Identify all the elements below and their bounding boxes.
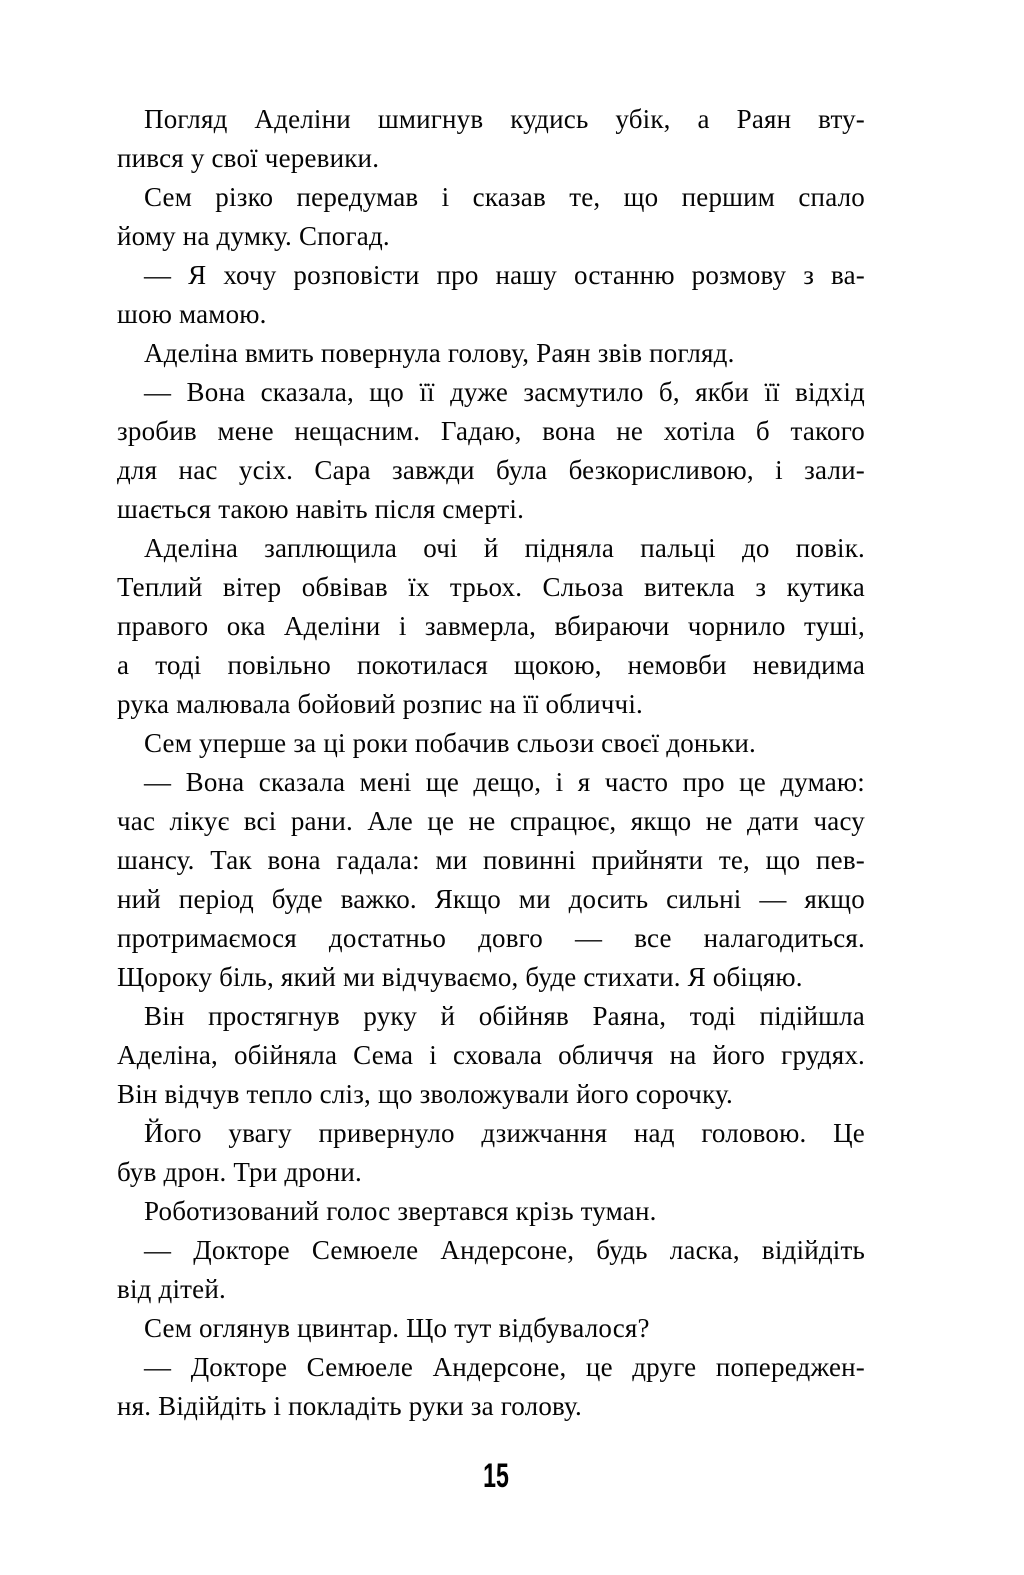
- text-line: — Я хочу розповісти про нашу останню розмову з ва-: [144, 260, 865, 290]
- text-line: — Докторе Семюеле Андерсоне, це друге попереджен-: [144, 1352, 865, 1382]
- text-line: правого ока Аделіни і завмерла, вбираючи чорнило туші,: [117, 611, 865, 641]
- text-line: рука малювала бойовий розпис на її обличчі.: [117, 689, 643, 719]
- text-line: Він відчув тепло сліз, що зволожували його сорочку.: [117, 1079, 733, 1109]
- text-line: був дрон. Три дрони.: [117, 1157, 362, 1187]
- text-line: шансу. Так вона гадала: ми повинні прийняти те, що пев-: [117, 845, 865, 875]
- text-line: — Вона сказала, що її дуже засмутило б, якби її відхід: [144, 377, 865, 407]
- text-line: Сем оглянув цвинтар. Що тут відбувалося?: [144, 1313, 650, 1343]
- text-line: ний період буде важко. Якщо ми досить сильні — якщо: [117, 884, 865, 914]
- text-line: Сем уперше за ці роки побачив сльози своєї доньки.: [144, 728, 756, 758]
- text-line: Аделіна заплющила очі й підняла пальці до повік.: [144, 533, 865, 563]
- text-line: шається такою навіть після смерті.: [117, 494, 525, 524]
- page-number: 15: [483, 1457, 509, 1495]
- text-line: Його увагу привернуло дзижчання над головою. Це: [144, 1118, 865, 1148]
- text-block: [117, 100, 865, 1426]
- text-line: Сем різко передумав і сказав те, що першим спало: [144, 182, 865, 212]
- text-line: — Докторе Семюеле Андерсоне, будь ласка, відійдіть: [144, 1235, 865, 1265]
- text-line: ня. Відійдіть і покладіть руки за голову.: [117, 1391, 582, 1421]
- text-line: шою мамою.: [117, 299, 267, 329]
- text-line: йому на думку. Спогад.: [117, 221, 390, 251]
- text-line: Роботизований голос звертався крізь туман.: [144, 1196, 657, 1226]
- text-line: Погляд Аделіни шмигнув кудись убік, а Раян вту-: [144, 104, 865, 134]
- text-line: час лікує всі рани. Але це не спрацює, якщо не дати часу: [117, 806, 865, 836]
- text-line: для нас усіх. Сара завжди була безкорисливою, і зали-: [117, 455, 865, 485]
- text-line: пився у свої черевики.: [117, 143, 380, 173]
- text-line: Щороку біль, який ми відчуваємо, буде стихати. Я обіцяю.: [117, 962, 803, 992]
- text-line: Він простягнув руку й обійняв Раяна, тоді підійшла: [144, 1001, 865, 1031]
- text-line: Теплий вітер обвівав їх трьох. Сльоза витекла з кутика: [117, 572, 865, 602]
- text-line: Аделіна, обійняла Сема і сховала обличчя на його грудях.: [117, 1040, 865, 1070]
- text-line: зробив мене нещасним. Гадаю, вона не хотіла б такого: [117, 416, 865, 446]
- text-line: протримаємося достатньо довго — все налагодиться.: [117, 923, 865, 953]
- text-line: а тоді повільно покотилася щокою, немовби невидима: [117, 650, 865, 680]
- text-line: Аделіна вмить повернула голову, Раян звів погляд.: [144, 338, 735, 368]
- text-line: від дітей.: [117, 1274, 226, 1304]
- text-line: — Вона сказала мені ще дещо, і я часто про це думаю:: [144, 767, 865, 797]
